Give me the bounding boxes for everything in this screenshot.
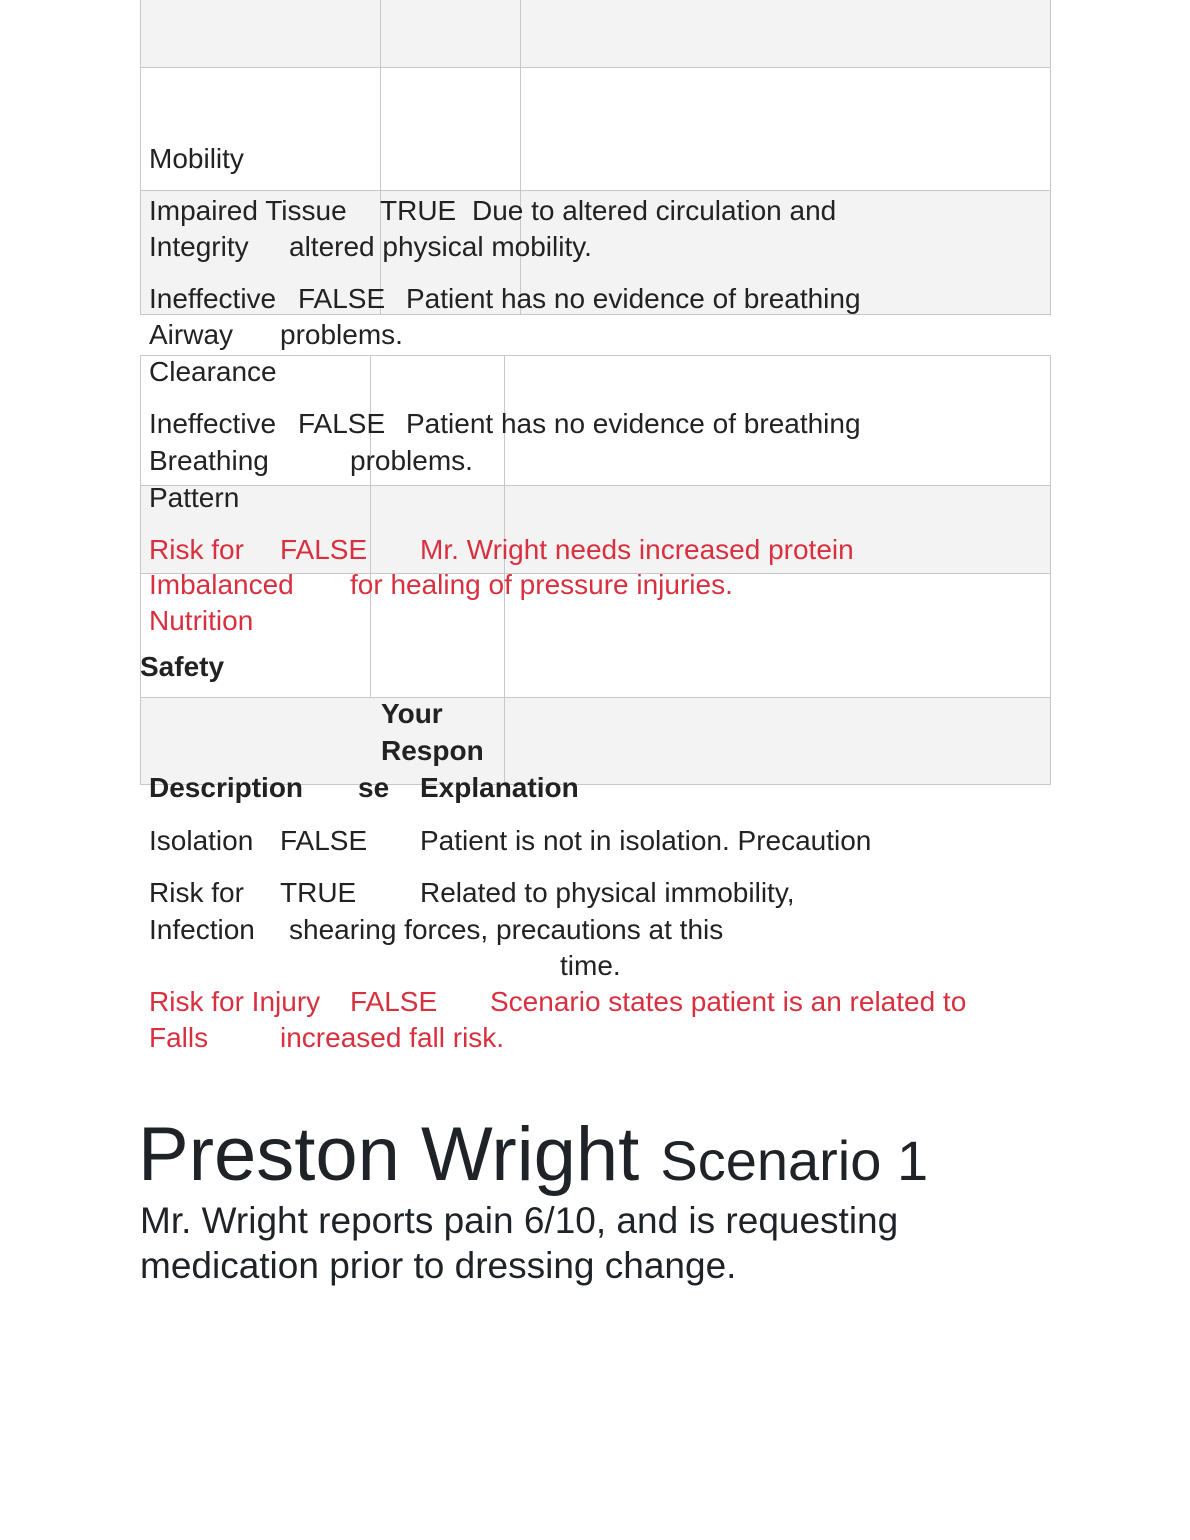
- safety-heading: Safety: [140, 651, 225, 682]
- row-explanation: problems.: [280, 319, 403, 350]
- row-description: Impaired Tissue: [149, 195, 347, 226]
- column-header-description: Description: [149, 772, 304, 803]
- row-description: Falls: [149, 1022, 209, 1053]
- row-description: Risk for: [149, 534, 244, 565]
- row-description: Airway: [149, 319, 234, 350]
- row-response: FALSE: [350, 986, 438, 1017]
- column-divider: [520, 0, 521, 315]
- table-row-mobility: [140, 67, 1051, 191]
- row-description: Ineffective: [149, 408, 277, 439]
- column-header-response: Respon: [381, 735, 484, 766]
- column-header-explanation: Explanation: [420, 772, 579, 803]
- row-explanation: Patient has no evidence of breathing: [406, 283, 861, 314]
- row-response: TRUE: [380, 195, 457, 226]
- scenario-subtitle: Scenario 1: [660, 1129, 929, 1192]
- row-description: Imbalanced: [149, 569, 294, 600]
- row-response: FALSE: [298, 283, 386, 314]
- scenario-title: [138, 1110, 928, 1206]
- row-explanation: Mr. Wright needs increased protein: [420, 534, 854, 565]
- scenario-text: [140, 1198, 898, 1288]
- row-description: Integrity: [149, 231, 249, 262]
- row-explanation: Scenario states patient is an related to: [490, 986, 967, 1017]
- row-explanation: Related to physical immobility,: [420, 877, 795, 908]
- row-explanation: for healing of pressure injuries.: [350, 569, 733, 600]
- row-response: TRUE: [280, 877, 357, 908]
- row-explanation: Patient is not in isolation. Precaution: [420, 825, 872, 856]
- row-response: FALSE: [298, 408, 386, 439]
- scenario-text-line: Mr. Wright reports pain 6/10, and is requesting: [140, 1200, 899, 1241]
- row-explanation: problems.: [350, 445, 473, 476]
- row-description: Isolation: [149, 825, 254, 856]
- row-description: Clearance: [149, 356, 277, 387]
- row-explanation: time.: [560, 950, 621, 981]
- row-explanation: Patient has no evidence of breathing: [406, 408, 861, 439]
- row-description: Ineffective: [149, 283, 277, 314]
- row-response: FALSE: [280, 534, 368, 565]
- row-explanation: Due to altered circulation and: [472, 195, 837, 226]
- patient-name: Preston Wright: [138, 1112, 640, 1197]
- row-explanation: altered physical mobility.: [289, 231, 592, 262]
- table-row-top: [140, 0, 1051, 68]
- row-description: Mobility: [149, 143, 244, 174]
- scenario-text-line: medication prior to dressing change.: [140, 1245, 737, 1286]
- row-explanation: shearing forces, precautions at this: [289, 914, 724, 945]
- row-response: FALSE: [280, 825, 368, 856]
- row-description: Risk for Injury: [149, 986, 321, 1017]
- row-explanation: increased fall risk.: [280, 1022, 505, 1053]
- row-description: Infection: [149, 914, 255, 945]
- column-divider: [380, 0, 381, 315]
- row-description: Nutrition: [149, 605, 254, 636]
- row-description: Pattern: [149, 482, 240, 513]
- column-header-response: Your: [381, 698, 443, 729]
- row-description: Breathing: [149, 445, 269, 476]
- row-description: Risk for: [149, 877, 244, 908]
- column-header-response: se: [358, 772, 390, 803]
